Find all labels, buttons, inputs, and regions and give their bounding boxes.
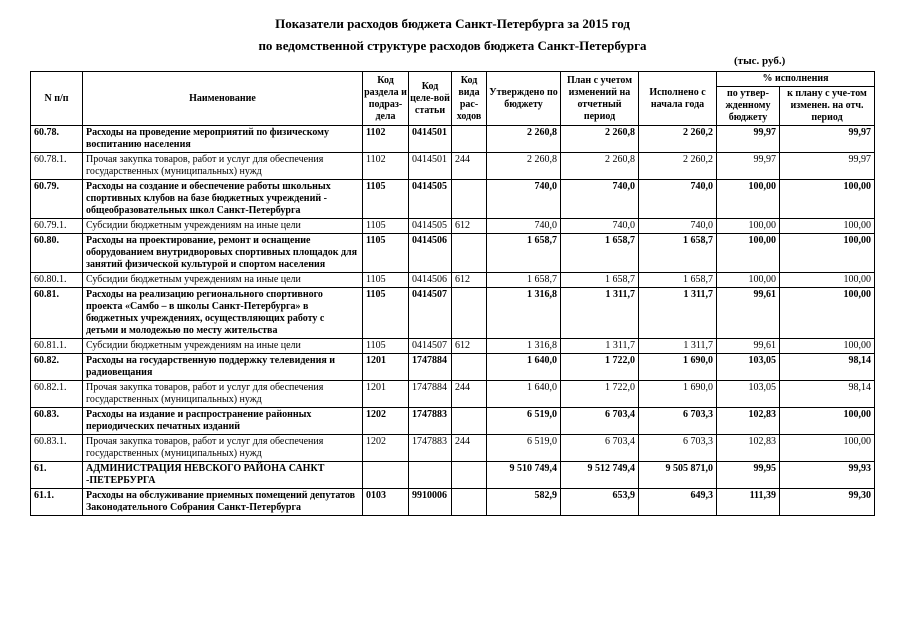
cell-plan: 1 311,7 [561, 339, 639, 354]
cell-approved: 1 640,0 [487, 354, 561, 381]
cell-executed: 1 311,7 [639, 339, 717, 354]
cell-approved: 2 260,8 [487, 126, 561, 153]
cell-type [452, 288, 487, 339]
cell-pct-plan: 100,00 [780, 180, 875, 219]
cell-num: 60.78. [31, 126, 83, 153]
cell-section [363, 462, 409, 489]
cell-executed: 1 690,0 [639, 354, 717, 381]
table-row [31, 408, 875, 435]
cell-name: Расходы на создание и обеспечение работы школьных спортивных клубов на базе бюджетных учреждений - общеобразовательных школ Санкт-Петербурга [83, 180, 363, 219]
cell-article: 1747883 [409, 408, 452, 435]
cell-article: 0414506 [409, 273, 452, 288]
header-executed: Исполнено с начала года [639, 72, 717, 126]
cell-num: 60.78.1. [31, 153, 83, 180]
units-note: (тыс. руб.) [734, 55, 786, 67]
cell-article: 1747883 [409, 435, 452, 462]
cell-plan: 1 722,0 [561, 354, 639, 381]
cell-plan: 740,0 [561, 219, 639, 234]
cell-num: 61. [31, 462, 83, 489]
cell-article: 0414501 [409, 153, 452, 180]
cell-section: 1201 [363, 354, 409, 381]
table-row [31, 126, 875, 153]
cell-type [452, 354, 487, 381]
cell-type [452, 462, 487, 489]
cell-section: 1105 [363, 339, 409, 354]
header-pct-approved: по утвер-жденному бюджету [717, 87, 780, 126]
cell-plan: 653,9 [561, 489, 639, 516]
cell-executed: 740,0 [639, 180, 717, 219]
cell-name: Расходы на проведение мероприятий по физическому воспитанию населения [83, 126, 363, 153]
cell-num: 60.80. [31, 234, 83, 273]
table-row [31, 153, 875, 180]
cell-section: 1105 [363, 273, 409, 288]
cell-article: 0414505 [409, 180, 452, 219]
cell-plan: 1 722,0 [561, 381, 639, 408]
cell-type [452, 489, 487, 516]
cell-num: 60.82.1. [31, 381, 83, 408]
cell-article: 0414505 [409, 219, 452, 234]
cell-name: Расходы на проектирование, ремонт и оснащение оборудованием внутридворовых спортивных площадок для занятий физической культурой и спортом населения [83, 234, 363, 273]
cell-pct-approved: 103,05 [717, 354, 780, 381]
cell-approved: 1 316,8 [487, 339, 561, 354]
cell-pct-plan: 100,00 [780, 435, 875, 462]
cell-approved: 6 519,0 [487, 408, 561, 435]
cell-executed: 649,3 [639, 489, 717, 516]
table-row [31, 462, 875, 489]
cell-pct-plan: 99,97 [780, 153, 875, 180]
cell-pct-plan: 100,00 [780, 219, 875, 234]
cell-pct-plan: 99,30 [780, 489, 875, 516]
cell-plan: 2 260,8 [561, 126, 639, 153]
cell-type: 612 [452, 219, 487, 234]
cell-pct-plan: 100,00 [780, 408, 875, 435]
cell-name: Расходы на государственную поддержку телевидения и радиовещания [83, 354, 363, 381]
cell-type: 612 [452, 339, 487, 354]
header-percent-group: % исполнения [717, 72, 875, 87]
table-row [31, 234, 875, 273]
cell-pct-approved: 111,39 [717, 489, 780, 516]
cell-num: 60.79. [31, 180, 83, 219]
cell-pct-approved: 100,00 [717, 234, 780, 273]
cell-executed: 1 658,7 [639, 234, 717, 273]
cell-plan: 1 658,7 [561, 273, 639, 288]
cell-executed: 2 260,2 [639, 126, 717, 153]
cell-plan: 1 311,7 [561, 288, 639, 339]
cell-approved: 582,9 [487, 489, 561, 516]
table-row [31, 354, 875, 381]
cell-approved: 740,0 [487, 180, 561, 219]
cell-num: 60.83. [31, 408, 83, 435]
cell-num: 60.79.1. [31, 219, 83, 234]
header-type: Код вида рас-ходов [452, 72, 487, 126]
cell-plan: 740,0 [561, 180, 639, 219]
header-plan: План с учетом изменений на отчетный период [561, 72, 639, 126]
table-row [31, 489, 875, 516]
cell-plan: 6 703,4 [561, 408, 639, 435]
cell-executed: 1 658,7 [639, 273, 717, 288]
cell-num: 60.82. [31, 354, 83, 381]
cell-executed: 2 260,2 [639, 153, 717, 180]
cell-name: Расходы на издание и распространение районных периодических печатных изданий [83, 408, 363, 435]
cell-section: 1201 [363, 381, 409, 408]
table-row [31, 273, 875, 288]
cell-section: 0103 [363, 489, 409, 516]
header-num: N п/п [31, 72, 83, 126]
cell-approved: 1 640,0 [487, 381, 561, 408]
cell-type: 244 [452, 381, 487, 408]
cell-executed: 6 703,3 [639, 435, 717, 462]
cell-type [452, 180, 487, 219]
cell-approved: 1 658,7 [487, 273, 561, 288]
cell-pct-plan: 98,14 [780, 381, 875, 408]
cell-num: 60.81. [31, 288, 83, 339]
cell-plan: 6 703,4 [561, 435, 639, 462]
header-row [31, 72, 875, 87]
cell-pct-approved: 102,83 [717, 435, 780, 462]
cell-article: 1747884 [409, 381, 452, 408]
table-body [31, 126, 875, 516]
cell-article: 1747884 [409, 354, 452, 381]
cell-section: 1105 [363, 288, 409, 339]
cell-num: 60.80.1. [31, 273, 83, 288]
cell-type: 244 [452, 153, 487, 180]
cell-article: 0414507 [409, 288, 452, 339]
table-row [31, 435, 875, 462]
cell-pct-approved: 103,05 [717, 381, 780, 408]
cell-num: 60.81.1. [31, 339, 83, 354]
header-approved: Утверждено по бюджету [487, 72, 561, 126]
cell-executed: 1 311,7 [639, 288, 717, 339]
cell-pct-plan: 100,00 [780, 288, 875, 339]
cell-name: Субсидии бюджетным учреждениям на иные цели [83, 339, 363, 354]
table-row [31, 288, 875, 339]
report-title-line2: по ведомственной структуре расходов бюджета Санкт-Петербурга [258, 38, 647, 53]
cell-type: 612 [452, 273, 487, 288]
cell-pct-approved: 100,00 [717, 219, 780, 234]
budget-table [30, 71, 875, 516]
cell-approved: 2 260,8 [487, 153, 561, 180]
cell-plan: 9 512 749,4 [561, 462, 639, 489]
cell-pct-plan: 100,00 [780, 234, 875, 273]
table-row [31, 180, 875, 219]
cell-executed: 6 703,3 [639, 408, 717, 435]
cell-name: Прочая закупка товаров, работ и услуг для обеспечения государственных (муниципальных) нужд [83, 381, 363, 408]
cell-name: Прочая закупка товаров, работ и услуг для обеспечения государственных (муниципальных) нужд [83, 153, 363, 180]
cell-article: 0414507 [409, 339, 452, 354]
cell-pct-approved: 100,00 [717, 180, 780, 219]
cell-pct-plan: 98,14 [780, 354, 875, 381]
cell-approved: 1 658,7 [487, 234, 561, 273]
cell-pct-plan: 100,00 [780, 339, 875, 354]
header-article: Код целе-вой статьи [409, 72, 452, 126]
cell-pct-approved: 102,83 [717, 408, 780, 435]
cell-article: 9910006 [409, 489, 452, 516]
cell-article: 0414506 [409, 234, 452, 273]
table-row [31, 339, 875, 354]
cell-type [452, 234, 487, 273]
cell-section: 1105 [363, 180, 409, 219]
cell-name: АДМИНИСТРАЦИЯ НЕВСКОГО РАЙОНА САНКТ -ПЕТЕРБУРГА [83, 462, 363, 489]
cell-name: Расходы на обслуживание приемных помещений депутатов Законодательного Собрания Санкт-Петербурга [83, 489, 363, 516]
cell-type: 244 [452, 435, 487, 462]
cell-num: 61.1. [31, 489, 83, 516]
table-row [31, 381, 875, 408]
cell-name: Прочая закупка товаров, работ и услуг для обеспечения государственных (муниципальных) нужд [83, 435, 363, 462]
cell-pct-approved: 99,95 [717, 462, 780, 489]
cell-name: Расходы на реализацию регионального спортивного проекта «Самбо – в школы Санкт-Петербурга» в бюджетных учреждениях, осуществляющих работу с детьми и молодежью по месту жительства [83, 288, 363, 339]
cell-executed: 1 690,0 [639, 381, 717, 408]
table-row [31, 219, 875, 234]
header-section: Код раздела и подраз-дела [363, 72, 409, 126]
header-name: Наименование [83, 72, 363, 126]
cell-approved: 740,0 [487, 219, 561, 234]
cell-section: 1105 [363, 219, 409, 234]
cell-section: 1202 [363, 435, 409, 462]
cell-executed: 740,0 [639, 219, 717, 234]
cell-section: 1102 [363, 153, 409, 180]
cell-name: Субсидии бюджетным учреждениям на иные цели [83, 273, 363, 288]
cell-section: 1102 [363, 126, 409, 153]
cell-num: 60.83.1. [31, 435, 83, 462]
cell-plan: 2 260,8 [561, 153, 639, 180]
cell-type [452, 408, 487, 435]
cell-pct-approved: 99,61 [717, 288, 780, 339]
cell-pct-plan: 100,00 [780, 273, 875, 288]
cell-pct-approved: 100,00 [717, 273, 780, 288]
cell-approved: 6 519,0 [487, 435, 561, 462]
cell-type [452, 126, 487, 153]
cell-plan: 1 658,7 [561, 234, 639, 273]
cell-executed: 9 505 871,0 [639, 462, 717, 489]
cell-pct-plan: 99,93 [780, 462, 875, 489]
cell-pct-approved: 99,97 [717, 126, 780, 153]
cell-section: 1202 [363, 408, 409, 435]
cell-pct-approved: 99,97 [717, 153, 780, 180]
cell-name: Субсидии бюджетным учреждениям на иные цели [83, 219, 363, 234]
cell-approved: 1 316,8 [487, 288, 561, 339]
cell-approved: 9 510 749,4 [487, 462, 561, 489]
cell-section: 1105 [363, 234, 409, 273]
header-pct-plan: к плану с уче-том изменен. на отч. период [780, 87, 875, 126]
cell-article [409, 462, 452, 489]
cell-pct-approved: 99,61 [717, 339, 780, 354]
cell-article: 0414501 [409, 126, 452, 153]
cell-pct-plan: 99,97 [780, 126, 875, 153]
report-title-line1: Показатели расходов бюджета Санкт-Петербурга за 2015 год [275, 16, 630, 31]
